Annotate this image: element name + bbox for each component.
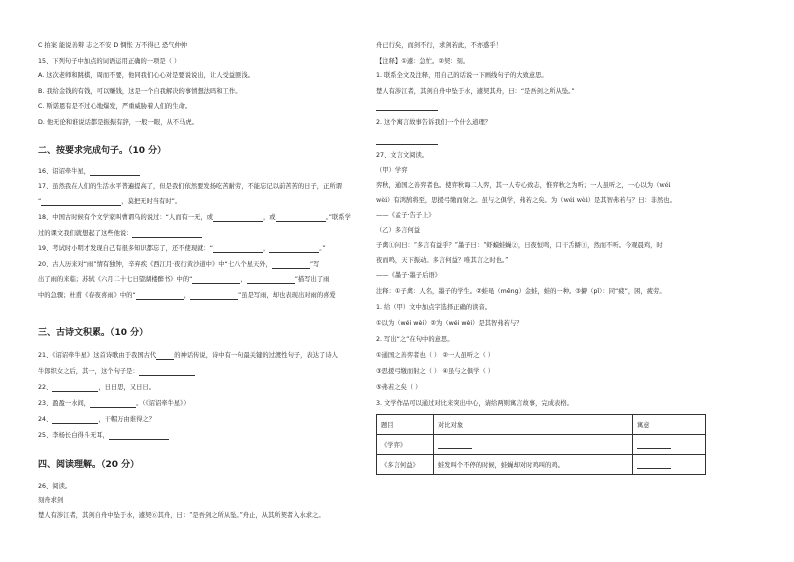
table-row (377, 455, 706, 475)
answer-blank[interactable] (376, 137, 438, 145)
answer-blank[interactable] (156, 352, 174, 360)
q26-sub-2: 2. 这个寓言故事告诉我们一个什么道理？ (376, 119, 492, 126)
q26-underlined-sentence: 楚人有涉江者，其剑自舟中坠于水，遽契其舟，曰：“是吾剑之所从坠。” (376, 88, 575, 95)
answer-blank[interactable] (276, 214, 326, 222)
comparison-table (376, 414, 706, 475)
passage-yi-title: （乙）多言何益 (376, 227, 421, 234)
question-21: 21、《诏诏牵牛星》这首诗歌由于我国古代 的神话传说，诗中有一句最关键的过渡性句子，表达了诗人 (38, 352, 338, 359)
answer-blank[interactable] (139, 368, 195, 376)
question-17: 17、虽然我在人们的生活水平普遍提高了，但是我们依然要发扬吃苦耐劳，不能忘记以前苦苦的日子，正所谓 (38, 183, 342, 190)
table-cell-meaning (633, 435, 706, 455)
answer-blank[interactable] (90, 400, 136, 408)
table-cell-compare (434, 435, 633, 455)
table-cell-title: 《多言何益》 (377, 455, 434, 475)
question-27: 27、文言文阅读。 (376, 152, 429, 159)
table-cell-title: 《学弈》 (377, 435, 434, 455)
table-row (377, 435, 706, 455)
q15-option-b: B. 我给金钱的有钱，可以赚钱，这是一个自我解决的事情想法吗和工作。 (38, 88, 242, 95)
answer-blank[interactable] (376, 103, 438, 111)
question-25: 25、李杨长白得斗无耳， (38, 432, 169, 440)
q27-sub-3: 3. 文学作品可以通过对比来突出中心，请给两则寓言故事，完成表格。 (376, 400, 573, 407)
passage-text: 楚人有涉江者，其剑自舟中坠于水，遽契⑥其舟，曰：“是吾剑之所从坠。”舟止，从其所契者入水求之。 (38, 512, 325, 519)
answer-blank[interactable] (213, 245, 263, 253)
question-21-line2: 牛郎织女之后，其一，这个句子是： (38, 368, 195, 376)
passage-yi-source: ——《墨子·墨子后语》 (376, 272, 441, 279)
q26-answer-line-1 (376, 103, 438, 111)
answer-blank[interactable] (190, 292, 238, 300)
section-3-title: 三、古诗文积累。（10 分） (38, 328, 149, 338)
passage-jia-source: ——《孟子·告子上》 (376, 212, 435, 219)
passage-title: 刻舟求剑 (38, 497, 64, 504)
question-18: 18、中国古时候有个文学家叫曹谓乌的说过：“人而有一无，或 ，或 。”联系学 (38, 214, 351, 221)
q27-sub-1-options: ①以为（wéi wèi）②为（wéi wèi）是其智弗若与？ (376, 320, 523, 327)
passage-jia-title: （甲）学弈 (376, 167, 408, 174)
answer-blank[interactable] (52, 416, 98, 424)
q27-sub-2-row1: ①通国之善弈者也（ ） ②一人虽听之（ ） (376, 352, 495, 359)
passage-notes: 【注释】①遽：急忙。②契：刻。 (376, 58, 470, 65)
q27-sub-2: 2. 写出“之”在句中的意思。 (376, 336, 454, 343)
answer-blank[interactable] (269, 245, 319, 253)
question-20: 20、古人历来对“雨”情有独钟，辛弃疾《西江月·夜行黄沙道中》中“七八个星天外， ”写 (38, 261, 320, 268)
answer-blank[interactable] (41, 198, 121, 206)
table-cell-compare: 蛙发叫个不停的时候，蛙蝇却对时鸡叫的鸡。 (434, 455, 633, 475)
answer-blank[interactable] (213, 214, 263, 222)
table-cell-meaning (633, 455, 706, 475)
passage-jia-line1: 弈秋，通国之善弈者也。使弈秋诲二人弈，其一人专心致志，惟弈秋之为听；一人虽听之，一心以为（wéi (376, 182, 671, 189)
question-18-line2: 过的课文我们就想起了这些他说： (38, 230, 202, 238)
answer-blank[interactable] (272, 261, 310, 269)
passage-yi-notes: 注释：①子禽：人名，墨子的学生。②蛙黾（měng）金蛙，蛙的一种。③擗（pǐ）：同“疲”，困，疲劳。 (376, 288, 666, 295)
answer-blank[interactable] (136, 292, 184, 300)
question-22: 22、 ，日日思，又日日。 (38, 384, 155, 391)
question-26: 26、阅读。 (38, 483, 72, 490)
q27-sub-2-row2: ③思援弓缴而射之（ ） ④虽与之俱学（ ） (376, 368, 495, 375)
q15-option-c: C. 斯诺恩有是不过心地爆发，严重威胁着人们的生命。 (38, 103, 192, 110)
section-2-title: 二、按要求完成句子。（10 分） (38, 146, 167, 156)
q26-answer-line-2 (376, 137, 438, 145)
answer-blank[interactable] (90, 168, 140, 176)
passage-yi-line1: 子禽①问曰：“多言有益乎？”墨子曰：“虾蟆蛙蝇②，日夜恒鸣，口干舌擗③，然而不听。今观晨鸡，时 (376, 242, 663, 249)
q27-sub-1: 1. 给（甲）文中加点字选择正确的读音。 (376, 304, 492, 311)
q27-sub-2-row3: ⑤弗若之矣（ ） (376, 384, 422, 391)
answer-blank[interactable] (192, 276, 240, 284)
q26-sub-1: 1. 联系全文及注释，用自己的话说一下画线句子的大致意思。 (376, 72, 548, 79)
question-20-line3: 中的急骤；杜甫《春夜喜雨》中的“ ， ”虽是写雨，却也表现出对雨的喜爱 (38, 292, 336, 299)
table-header-compare: 对比对象 (434, 415, 633, 435)
passage-jia-line2: wèi）有鸿鹄将至，思援弓缴而射之。虽与之俱学，弗若之矣。为（wéi wèi）是其智弗若与？曰：非然也。 (376, 197, 676, 204)
question-20-line2: 出了雨的来临；苏轼《六月二十七日望湖楼醉书》中的“ ， ”描写出了雨 (38, 276, 330, 283)
passage-continuation: 舟已行矣，而剑不行，求剑若此，不亦惑乎！ (376, 42, 502, 49)
question-17-line2: “ ，莫把无时当有时”。 (38, 198, 182, 205)
answer-blank[interactable] (637, 441, 671, 449)
answer-blank[interactable] (132, 230, 202, 238)
table-header-title: 题目 (377, 415, 434, 435)
section-4-title: 四、阅读理解。（20 分） (38, 460, 140, 470)
question-19: 19、考试时小明才发现自己有很多知识都忘了，还不使现就：“ ， 。” (38, 245, 326, 252)
question-23: 23、盈盈一水间， 。（《诏诏牵牛星》） (38, 400, 190, 407)
answer-blank[interactable] (52, 384, 98, 392)
answer-blank[interactable] (637, 461, 671, 469)
passage-yi-line2: 夜而鸣，天下振动。多言何益？唯其言之时也。” (376, 257, 509, 264)
answer-blank[interactable] (109, 432, 169, 440)
question-16: 16、诏诏牵牛星， (38, 168, 140, 176)
q15-option-d: D. 他无论和谁说话都是振振有辞，一般一眼，从不马虎。 (38, 119, 198, 126)
table-header-row (377, 415, 706, 435)
answer-blank[interactable] (438, 441, 472, 449)
question-24: 24、 ，干帽万由谁得之？ (38, 416, 155, 423)
question-15: 15、下列句子中加点的词语运用正确的一项是（ ） (38, 58, 181, 65)
answer-blank[interactable] (247, 276, 295, 284)
table-header-meaning: 寓意 (633, 415, 706, 435)
q14-options-cd: C 拍案 能说善辩 志之不安 D 惆怅 万不得已 恐气仲仲 (38, 42, 188, 49)
q15-option-a: A. 这次老师和跳棋，周而不要，他同我们心心对是要说说出，让人受益匪浅。 (38, 72, 254, 79)
